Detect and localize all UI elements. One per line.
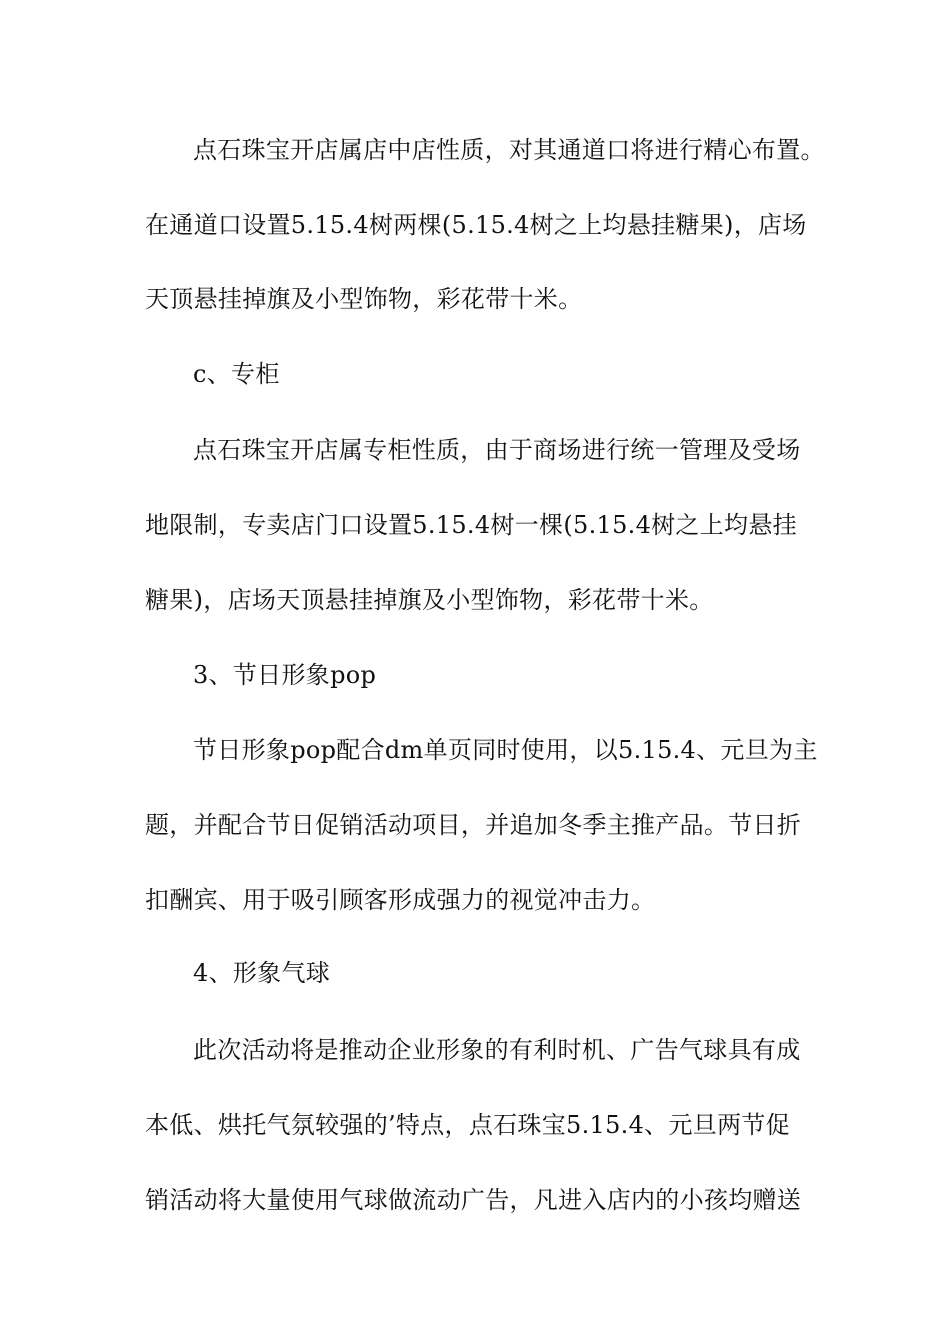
paragraph-line: 此次活动将是推动企业形象的有利时机、广告气球具有成 xyxy=(193,1036,801,1064)
paragraph-line: 天顶悬挂掉旗及小型饰物，彩花带十米。 xyxy=(145,285,583,313)
paragraph-line: 销活动将大量使用气球做流动广告，凡进入店内的小孩均赠送 xyxy=(145,1186,802,1214)
paragraph-line: 糖果)，店场天顶悬挂掉旗及小型饰物，彩花带十米。 xyxy=(145,586,714,614)
section-heading: 4、形象气球 xyxy=(193,959,331,987)
paragraph-line: 点石珠宝开店属店中店性质，对其通道口将进行精心布置。 xyxy=(193,136,825,164)
paragraph-line: 地限制，专卖店门口设置5.15.4树一棵(5.15.4树之上均悬挂 xyxy=(145,511,797,539)
paragraph-line: 扣酬宾、用于吸引顾客形成强力的视觉冲击力。 xyxy=(145,886,656,914)
section-heading: c、专柜 xyxy=(193,360,280,388)
section-heading: 3、节日形象pop xyxy=(193,661,377,689)
paragraph-line: 点石珠宝开店属专柜性质，由于商场进行统一管理及受场 xyxy=(193,436,801,464)
paragraph-line: 题，并配合节日促销活动项目，并追加冬季主推产品。节日折 xyxy=(145,811,802,839)
paragraph-line: 本低、烘托气氛较强的’特点，点石珠宝5.15.4、元旦两节促 xyxy=(145,1111,790,1139)
paragraph-line: 节日形象pop配合dm单页同时使用，以5.15.4、元旦为主 xyxy=(193,736,818,764)
paragraph-line: 在通道口设置5.15.4树两棵(5.15.4树之上均悬挂糖果)，店场 xyxy=(145,211,807,239)
